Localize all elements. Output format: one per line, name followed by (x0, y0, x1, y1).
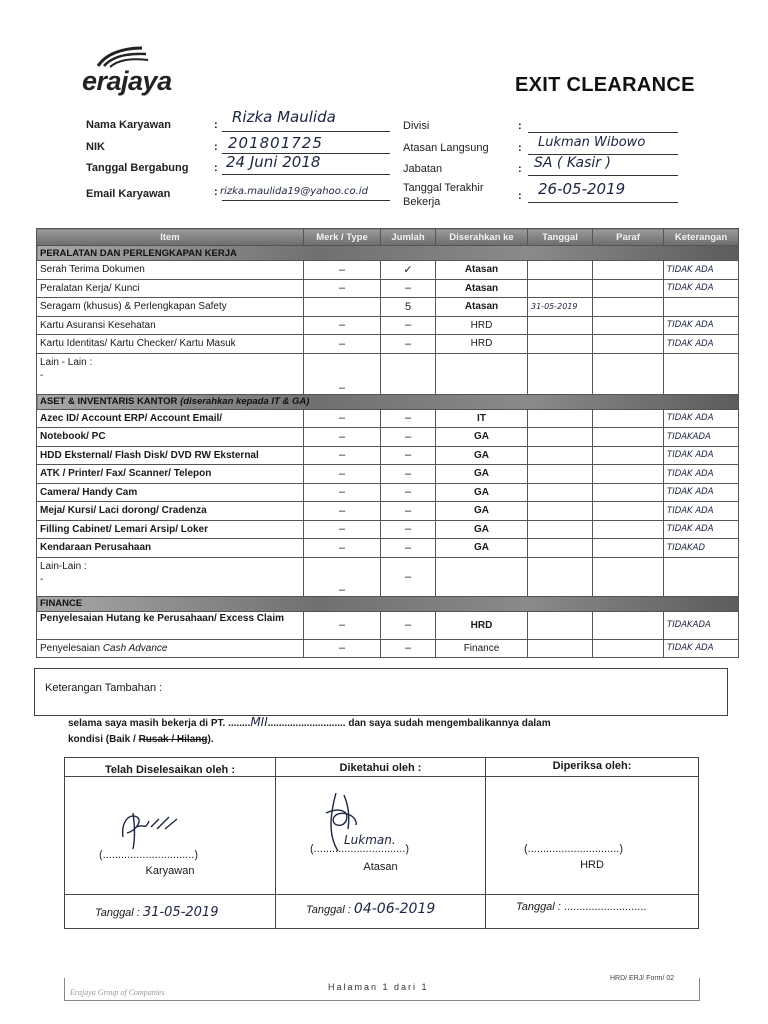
row-paraf[interactable] (593, 502, 664, 521)
row-diserahkan: GA (436, 428, 528, 447)
section-header-peralatan (37, 246, 739, 261)
email-label: Email Karyawan (86, 188, 171, 200)
row-keterangan[interactable] (664, 298, 739, 317)
row-item-prefix: Penyelesaian (40, 642, 103, 654)
section-title-bold: ASET & INVENTARIS KANTOR (40, 396, 178, 407)
row-diserahkan: IT (436, 409, 528, 428)
row-merk[interactable]: – (304, 353, 381, 394)
karyawan-blank: (..............................) (99, 849, 199, 861)
jabatan-underline (528, 175, 678, 176)
row-merk[interactable] (304, 298, 381, 317)
row-item: Azec ID/ Account ERP/ Account Email/ (37, 409, 304, 428)
join-date-value[interactable]: 24 Juni 2018 (226, 153, 321, 171)
colon: : (518, 120, 522, 132)
table-row (37, 611, 739, 639)
row-diserahkan: Atasan (436, 261, 528, 280)
table-row (37, 483, 739, 502)
row-keterangan[interactable]: TIDAK ADA (664, 483, 739, 502)
table-row (37, 316, 739, 335)
join-date-underline (222, 174, 390, 175)
row-paraf[interactable] (593, 611, 664, 639)
row-item: Camera/ Handy Cam (37, 483, 304, 502)
last-day-label: Tanggal Terakhir (403, 182, 484, 194)
row-diserahkan: Atasan (436, 279, 528, 298)
atasan-blank: (..............................) (310, 843, 410, 855)
table-row-lain-lain-2 (37, 557, 739, 596)
col-header-tanggal: Tanggal (528, 229, 593, 246)
signature-cell-atasan[interactable] (276, 777, 486, 895)
row-merk[interactable]: – (304, 483, 381, 502)
tanggal-label: Tanggal : (306, 904, 351, 916)
row-keterangan[interactable]: TIDAK ADA (664, 446, 739, 465)
row-jumlah[interactable] (381, 353, 436, 394)
row-keterangan[interactable]: TIDAKAD (664, 539, 739, 558)
signature-cell-karyawan[interactable] (65, 777, 276, 895)
row-tanggal[interactable] (528, 409, 593, 428)
row-diserahkan: Finance (436, 639, 528, 658)
row-paraf[interactable] (593, 335, 664, 354)
table-row (37, 279, 739, 298)
row-jumlah[interactable]: – (381, 279, 436, 298)
row-paraf[interactable] (593, 639, 664, 658)
table-row (37, 465, 739, 484)
tanggal-label: Tanggal : (95, 907, 140, 919)
signature-date-row (65, 895, 699, 929)
row-merk[interactable]: – (304, 611, 381, 639)
statement-part1: selama saya masih bekerja di PT. ........ (68, 718, 251, 729)
last-day-value[interactable]: 26-05-2019 (538, 180, 626, 198)
page-title: EXIT CLEARANCE (515, 74, 695, 96)
row-item: Serah Terima Dokumen (37, 261, 304, 280)
statement-part2: ............................ dan saya sudah mengembalikannya dalam (267, 718, 551, 729)
row-keterangan[interactable]: TIDAK ADA (664, 502, 739, 521)
row-item: Seragam (khusus) & Perlengkapan Safety (37, 298, 304, 317)
row-merk[interactable]: – (304, 557, 381, 596)
row-merk[interactable]: – (304, 428, 381, 447)
hrd-date-cell[interactable] (486, 895, 699, 929)
row-keterangan[interactable]: TIDAKADA (664, 428, 739, 447)
row-jumlah[interactable]: – (381, 428, 436, 447)
row-item: Notebook/ PC (37, 428, 304, 447)
colon: : (518, 190, 522, 202)
table-row (37, 446, 739, 465)
atasan-signature-text: Lukman. (344, 833, 396, 847)
row-item: Penyelesaian Hutang ke Perusahaan/ Excess Claim (37, 611, 304, 639)
row-jumlah[interactable]: – (381, 520, 436, 539)
row-paraf[interactable] (593, 446, 664, 465)
row-jumlah[interactable]: 5 (381, 298, 436, 317)
atasan-date[interactable]: 04-06-2019 (353, 901, 436, 917)
row-paraf[interactable] (593, 483, 664, 502)
col-header-paraf: Paraf (593, 229, 664, 246)
karyawan-date[interactable]: 31-05-2019 (142, 905, 219, 920)
statement-part4: ). (207, 734, 214, 745)
row-tanggal[interactable] (528, 639, 593, 658)
row-tanggal[interactable]: 31-05-2019 (528, 298, 593, 317)
divisi-underline (528, 132, 678, 133)
nik-value[interactable]: 201801725 (228, 134, 323, 152)
karyawan-signature-icon (115, 807, 195, 852)
colon: : (518, 163, 522, 175)
row-merk[interactable]: – (304, 502, 381, 521)
lain-lain-dash: - (40, 573, 44, 585)
section-title-italic: (diserahkan kepada IT & GA) (180, 396, 310, 407)
aset-rows (37, 409, 739, 557)
row-diserahkan: GA (436, 465, 528, 484)
row-paraf[interactable] (593, 409, 664, 428)
colon: : (214, 119, 218, 131)
row-diserahkan: GA (436, 446, 528, 465)
karyawan-date-cell[interactable] (65, 895, 276, 929)
row-keterangan[interactable]: TIDAK ADA (664, 261, 739, 280)
col-header-diserahkan: Diserahkan ke (436, 229, 528, 246)
section-title: FINANCE (37, 596, 739, 611)
row-item: Meja/ Kursi/ Laci dorong/ Cradenza (37, 502, 304, 521)
row-paraf[interactable] (593, 539, 664, 558)
row-merk[interactable]: – (304, 409, 381, 428)
row-jumlah[interactable]: – (381, 539, 436, 558)
row-jumlah[interactable]: – (381, 483, 436, 502)
row-diserahkan: HRD (436, 335, 528, 354)
row-jumlah[interactable]: – (381, 335, 436, 354)
row-diserahkan: HRD (436, 611, 528, 639)
row-tanggal[interactable] (528, 261, 593, 280)
table-row (37, 520, 739, 539)
col-header-keterangan: Keterangan (664, 229, 739, 246)
jabatan-label: Jabatan (403, 163, 443, 175)
row-item: Peralatan Kerja/ Kunci (37, 279, 304, 298)
name-label: Nama Karyawan (86, 119, 171, 131)
colon: : (214, 186, 218, 198)
row-keterangan[interactable]: TIDAK ADA (664, 279, 739, 298)
clearance-table (36, 228, 739, 658)
row-item: HDD Eksternal/ Flash Disk/ DVD RW Eksternal (37, 446, 304, 465)
lain-lain-label: Lain-Lain : (40, 560, 87, 572)
row-paraf[interactable] (593, 261, 664, 280)
last-day-underline (528, 202, 678, 203)
table-row (37, 639, 739, 658)
row-item (37, 353, 304, 394)
row-keterangan[interactable]: TIDAK ADA (664, 409, 739, 428)
row-tanggal[interactable] (528, 539, 593, 558)
row-merk[interactable]: – (304, 465, 381, 484)
row-paraf[interactable] (593, 465, 664, 484)
row-item (37, 557, 304, 596)
row-keterangan[interactable]: TIDAK ADA (664, 465, 739, 484)
join-date-label: Tanggal Bergabung (86, 162, 189, 174)
row-keterangan[interactable]: TIDAKADA (664, 611, 739, 639)
colon: : (214, 141, 218, 153)
signature-title-atasan: Diketahui oleh : (276, 758, 486, 777)
signature-title-hrd: Diperiksa oleh: (486, 758, 699, 777)
row-tanggal[interactable] (528, 428, 593, 447)
row-diserahkan: GA (436, 520, 528, 539)
row-jumlah[interactable]: – (381, 611, 436, 639)
row-paraf[interactable] (593, 316, 664, 335)
row-tanggal[interactable] (528, 335, 593, 354)
table-row (37, 261, 739, 280)
row-keterangan[interactable] (664, 353, 739, 394)
row-keterangan[interactable]: TIDAK ADA (664, 335, 739, 354)
hrd-blank: (..............................) (524, 843, 624, 855)
row-keterangan[interactable]: TIDAK ADA (664, 316, 739, 335)
statement-struck: Rusak / Hilang (138, 734, 208, 745)
atasan-role: Atasan (363, 861, 398, 873)
footer-form-code: HRD/ ERJ/ Form/ 02 (610, 975, 675, 982)
row-paraf[interactable] (593, 353, 664, 394)
statement-part3: kondisi (Baik / (68, 734, 139, 745)
row-item: Filling Cabinet/ Lemari Arsip/ Loker (37, 520, 304, 539)
row-item: Kendaraan Perusahaan (37, 539, 304, 558)
atasan-label: Atasan Langsung (403, 142, 489, 154)
row-jumlah[interactable]: – (381, 316, 436, 335)
row-jumlah[interactable]: – (381, 502, 436, 521)
atasan-date-cell[interactable] (276, 895, 486, 929)
footer-page: Halaman 1 dari 1 (328, 982, 429, 992)
hrd-role: HRD (580, 859, 604, 871)
notes-label: Keterangan Tambahan : (45, 682, 163, 694)
table-row (37, 502, 739, 521)
row-jumlah[interactable]: – (381, 409, 436, 428)
row-item-italic: Cash Advance (102, 642, 168, 654)
row-tanggal[interactable] (528, 611, 593, 639)
row-item: ATK / Printer/ Fax/ Scanner/ Telepon (37, 465, 304, 484)
name-underline (222, 131, 390, 132)
row-jumlah[interactable]: – (381, 557, 436, 596)
email-value[interactable]: rizka.maulida19@yahoo.co.id (220, 186, 368, 197)
row-tanggal[interactable] (528, 483, 593, 502)
lain-lain-dash: - (40, 369, 44, 381)
row-tanggal[interactable] (528, 279, 593, 298)
last-day-label-2: Bekerja (403, 196, 441, 208)
row-merk[interactable]: – (304, 261, 381, 280)
row-keterangan[interactable] (664, 557, 739, 596)
signature-title-row (65, 758, 699, 777)
row-jumlah[interactable]: – (381, 465, 436, 484)
section-title (37, 394, 739, 409)
table-row (37, 298, 739, 317)
row-tanggal[interactable] (528, 465, 593, 484)
row-paraf[interactable] (593, 279, 664, 298)
row-tanggal[interactable] (528, 520, 593, 539)
statement-company[interactable]: MII (250, 715, 268, 729)
row-merk[interactable]: – (304, 335, 381, 354)
signature-table (64, 757, 699, 929)
section-title: PERALATAN DAN PERLENGKAPAN KERJA (37, 246, 739, 261)
table-row (37, 409, 739, 428)
erajaya-logo: erajaya (82, 66, 172, 96)
row-diserahkan: GA (436, 502, 528, 521)
footer-company: Erajaya Group of Companies (70, 988, 165, 997)
statement-text (68, 714, 708, 748)
row-jumlah[interactable]: ✓ (381, 261, 436, 280)
erajaya-logo-swoosh-icon (92, 46, 152, 68)
email-underline (222, 200, 390, 201)
tanggal-label: Tanggal : (516, 901, 561, 913)
table-row (37, 335, 739, 354)
lain-lain-label: Lain - Lain : (40, 356, 93, 368)
row-diserahkan: GA (436, 483, 528, 502)
row-paraf[interactable] (593, 298, 664, 317)
jabatan-value[interactable]: SA ( Kasir ) (534, 155, 611, 171)
table-row (37, 428, 739, 447)
colon: : (518, 142, 522, 154)
row-merk[interactable]: – (304, 316, 381, 335)
row-tanggal[interactable] (528, 316, 593, 335)
peralatan-rows (37, 261, 739, 354)
table-row (37, 539, 739, 558)
signature-cell-hrd[interactable] (486, 777, 699, 895)
row-keterangan[interactable]: TIDAK ADA (664, 520, 739, 539)
signature-row (65, 777, 699, 895)
row-jumlah[interactable]: – (381, 446, 436, 465)
divisi-label: Divisi (403, 120, 430, 132)
section-header-finance (37, 596, 739, 611)
row-merk[interactable]: – (304, 279, 381, 298)
row-diserahkan[interactable] (436, 557, 528, 596)
row-diserahkan: GA (436, 539, 528, 558)
signature-title-karyawan: Telah Diselesaikan oleh : (65, 758, 276, 777)
row-merk[interactable]: – (304, 539, 381, 558)
row-tanggal[interactable] (528, 446, 593, 465)
row-merk[interactable]: – (304, 639, 381, 658)
row-diserahkan: HRD (436, 316, 528, 335)
name-value[interactable]: Rizka Maulida (232, 108, 336, 126)
row-paraf[interactable] (593, 520, 664, 539)
karyawan-role: Karyawan (145, 865, 195, 877)
col-header-jumlah: Jumlah (381, 229, 436, 246)
row-tanggal[interactable] (528, 353, 593, 394)
col-header-merk: Merk / Type (304, 229, 381, 246)
table-header-row (37, 229, 739, 246)
nik-label: NIK (86, 141, 105, 153)
section-header-aset (37, 394, 739, 409)
table-row-lain-lain (37, 353, 739, 394)
row-diserahkan[interactable] (436, 353, 528, 394)
hrd-date[interactable]: ........................... (563, 901, 647, 913)
row-merk[interactable]: – (304, 446, 381, 465)
col-header-item: Item (37, 229, 304, 246)
row-item: Kartu Asuransi Kesehatan (37, 316, 304, 335)
row-paraf[interactable] (593, 428, 664, 447)
row-jumlah[interactable]: – (381, 639, 436, 658)
row-tanggal[interactable] (528, 557, 593, 596)
row-merk[interactable]: – (304, 520, 381, 539)
row-paraf[interactable] (593, 557, 664, 596)
row-item (37, 639, 304, 658)
colon: : (214, 162, 218, 174)
row-tanggal[interactable] (528, 502, 593, 521)
row-item: Kartu Identitas/ Kartu Checker/ Kartu Masuk (37, 335, 304, 354)
row-diserahkan: Atasan (436, 298, 528, 317)
row-keterangan[interactable]: TIDAK ADA (664, 639, 739, 658)
atasan-value[interactable]: Lukman Wibowo (538, 135, 646, 150)
